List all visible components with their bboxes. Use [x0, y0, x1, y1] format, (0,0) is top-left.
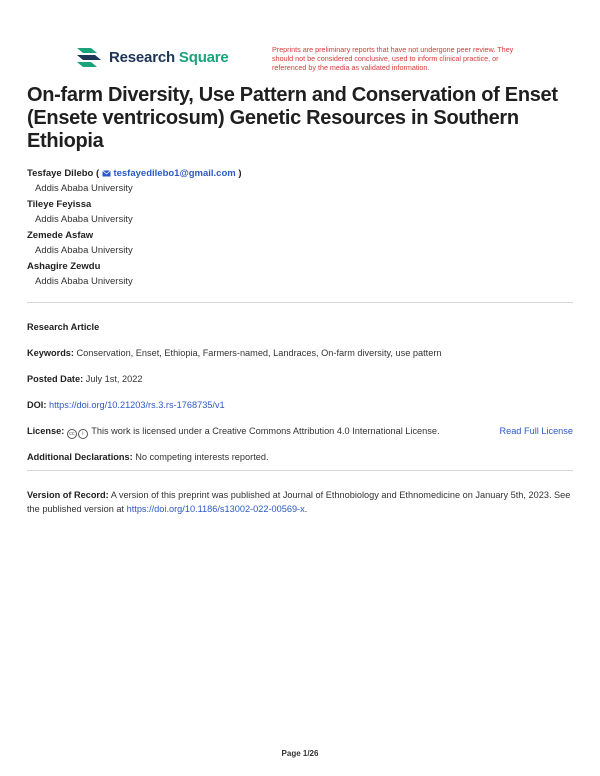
page-header [75, 44, 525, 78]
logo-word-square: Square [178, 48, 229, 66]
page-number: Page 1/26 [281, 749, 319, 758]
doi-label: DOI: [27, 400, 47, 410]
author-entry [27, 198, 573, 227]
posted-date-value: July 1st, 2022 [85, 374, 143, 384]
declarations-value: No competing interests reported. [135, 452, 269, 462]
author-name: Zemede Asfaw [27, 230, 94, 241]
keywords-row [27, 346, 573, 360]
author-entry [27, 229, 573, 258]
divider [27, 302, 573, 303]
research-square-logo[interactable] [75, 44, 229, 70]
research-square-logo-icon [75, 44, 103, 70]
keywords-value: Conservation, Enset, Ethiopia, Farmers-named, Landraces, On-farm diversity, use pattern [76, 348, 442, 358]
declarations-row [27, 450, 573, 464]
author-affiliation: Addis Ababa University [35, 276, 133, 287]
declarations-label: Additional Declarations: [27, 452, 133, 462]
author-affiliation: Addis Ababa University [35, 214, 133, 225]
paper-title: On-farm Diversity, Use Pattern and Conservation of Enset (Ensete ventricosum) Genetic Resources in Southern Ethiopia [27, 84, 558, 152]
author-entry [27, 260, 573, 289]
posted-date-label: Posted Date: [27, 374, 84, 384]
author-affiliation: Addis Ababa University [35, 245, 133, 256]
author-name: Ashagire Zewdu [27, 261, 101, 272]
logo-text [109, 49, 229, 66]
author-name: Tesfaye Dilebo [27, 168, 94, 179]
cc-by-icon: i [78, 429, 88, 439]
version-text: A version of this preprint was published at Journal of Ethnobiology and Ethnomedicine on January 5th, 2023. See the published version at [27, 490, 571, 514]
doi-row [27, 398, 573, 412]
author-entry: Tesfaye Dilebo ( tesfayedilebo1@gmail.com ) Addis Ababa University [27, 167, 573, 196]
license-label: License: [27, 426, 65, 436]
divider [27, 470, 573, 471]
cc-icon: cc [67, 429, 77, 439]
version-label: Version of Record: [27, 490, 109, 500]
envelope-icon [102, 170, 111, 177]
logo-word-research: Research [109, 48, 175, 66]
read-full-license-link[interactable]: Read Full License [499, 426, 573, 436]
keywords-label: Keywords: [27, 348, 74, 358]
doi-link[interactable]: https://doi.org/10.21203/rs.3.rs-1768735/v1 [48, 400, 225, 410]
author-name: Tileye Feyissa [27, 199, 92, 210]
preprint-notice: Preprints are preliminary reports that have not undergone peer review. They should not be considered conclusive, used to inform clinical practice, or referenced by the media as validated information. [272, 45, 514, 72]
author-list [27, 167, 573, 291]
license-text: This work is licensed under a Creative Commons Attribution 4.0 International License. [91, 426, 440, 436]
published-version-link[interactable]: https://doi.org/10.1186/s13002-022-00569-x [126, 504, 305, 514]
posted-date-row [27, 372, 573, 386]
author-email-link[interactable]: tesfayedilebo1@gmail.com [113, 168, 236, 179]
article-type: Research Article [27, 322, 100, 332]
license-row [27, 424, 573, 439]
version-of-record: Version of Record: A version of this preprint was published at Journal of Ethnobiology and Ethnomedicine on January 5th, 2023. See the published version at https://doi.org/10.1186/s13002-022-00569-x. [27, 490, 571, 514]
author-affiliation: Addis Ababa University [35, 183, 133, 194]
